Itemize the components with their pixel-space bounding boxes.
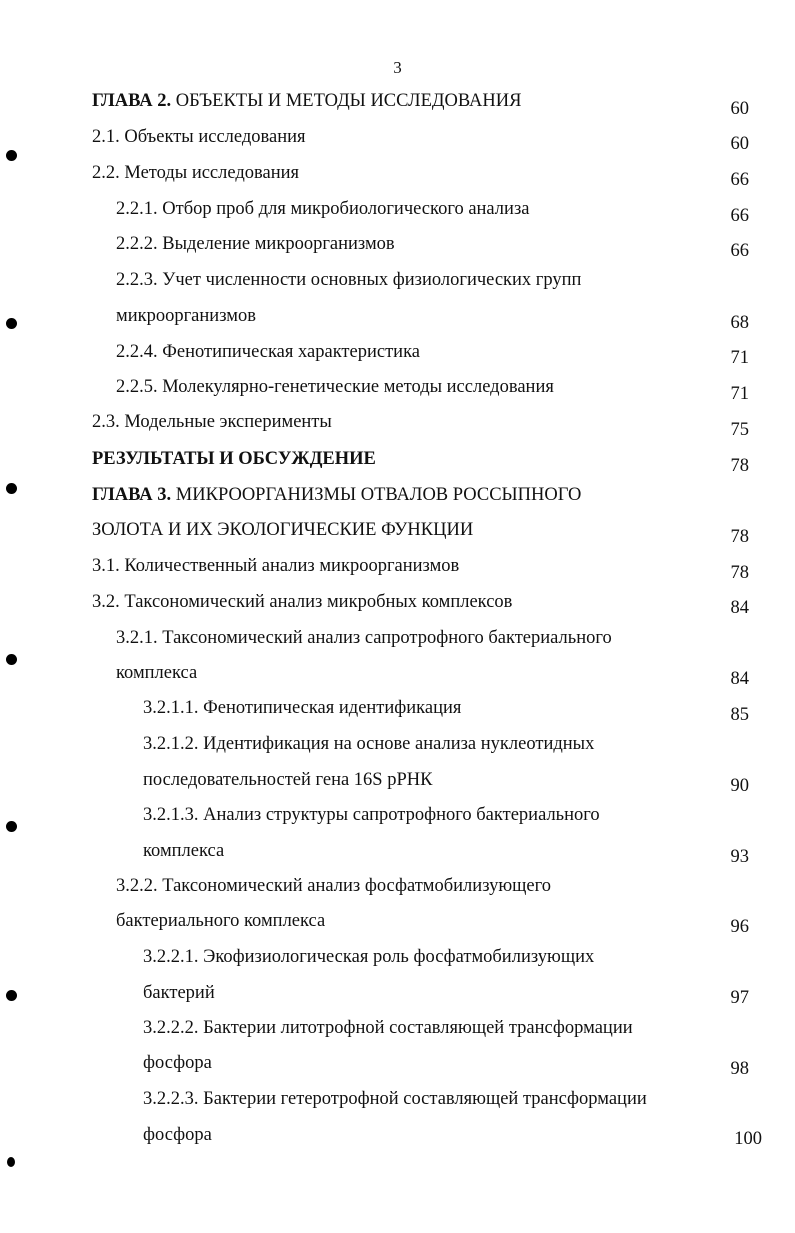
toc-page-number: 90	[730, 776, 749, 796]
toc-entry-2-2: 2.2. Методы исследования	[92, 163, 300, 183]
toc-entry-2-2-1: 2.2.1. Отбор проб для микробиологического анализа	[116, 199, 530, 219]
chapter-label: ГЛАВА 2.	[92, 91, 172, 111]
toc-page-number: 84	[730, 598, 749, 618]
toc-page-number: 100	[734, 1129, 762, 1149]
toc-page-number: 66	[730, 206, 749, 226]
toc-page-number: 78	[730, 563, 749, 583]
toc-entry-3-2: 3.2. Таксономический анализ микробных комплексов	[92, 592, 513, 612]
toc-entry-2-2-2: 2.2.2. Выделение микроорганизмов	[116, 234, 395, 254]
page-number: 3	[393, 58, 402, 77]
toc-entry-3-2-1-2-line-1: 3.2.1.2. Идентификация на основе анализа нуклеотидных	[143, 734, 595, 754]
toc-entry-2-2-3-line-2: микроорганизмов	[116, 306, 256, 326]
toc-page-number: 98	[730, 1059, 749, 1079]
toc-entry-3-2-1-3-line-1: 3.2.1.3. Анализ структуры сапротрофного бактериального	[143, 805, 600, 825]
toc-entry-2-2-3-line-1: 2.2.3. Учет численности основных физиологических групп	[116, 270, 582, 290]
toc-page-number: 60	[730, 99, 749, 119]
toc-entry-3-2-2-3-line-2: фосфора	[143, 1125, 212, 1145]
toc-entry-3-1: 3.1. Количественный анализ микроорганизмов	[92, 556, 460, 576]
toc-page-number: 66	[730, 170, 749, 190]
toc-entry-3-2-1-1: 3.2.1.1. Фенотипическая идентификация	[143, 698, 462, 718]
toc-page-number: 66	[730, 241, 749, 261]
toc-page-number: 85	[730, 705, 749, 725]
chapter-title: ОБЪЕКТЫ И МЕТОДЫ ИССЛЕДОВАНИЯ	[175, 91, 522, 111]
toc-entry-3-2-1-line-2: комплекса	[116, 663, 198, 683]
toc-entry-2-2-4: 2.2.4. Фенотипическая характеристика	[116, 342, 420, 362]
toc-page-number: 84	[730, 669, 749, 689]
toc-entry-3-2-1-2-line-2: последовательностей гена 16S рРНК	[143, 770, 433, 790]
toc-page-number: 93	[730, 847, 749, 867]
toc-entry-3-2-1-line-1: 3.2.1. Таксономический анализ сапротрофного бактериального	[116, 628, 612, 648]
chapter-title: МИКРООРГАНИЗМЫ ОТВАЛОВ РОССЫПНОГО	[175, 485, 582, 505]
toc-entry-3-2-2-3-line-1: 3.2.2.3. Бактерии гетеротрофной составляющей трансформации	[143, 1089, 647, 1109]
toc-page-number: 75	[730, 420, 749, 440]
toc-entry-3-2-2-line-1: 3.2.2. Таксономический анализ фосфатмобилизующего	[116, 876, 552, 896]
toc-entry-3-2-2-2-line-1: 3.2.2.2. Бактерии литотрофной составляющей трансформации	[143, 1018, 633, 1038]
chapter-label: ГЛАВА 3.	[92, 485, 172, 505]
toc-entry-results: РЕЗУЛЬТАТЫ И ОБСУЖДЕНИЕ	[92, 449, 376, 469]
toc-entry-3-2-2-line-2: бактериального комплекса	[116, 911, 326, 931]
toc-entry-3-2-2-2-line-2: фосфора	[143, 1053, 212, 1073]
toc-page-number: 96	[730, 917, 749, 937]
toc-entry-chapter-2	[92, 90, 521, 112]
toc-entry-chapter-3-line-1	[92, 484, 581, 506]
toc-page-number: 78	[730, 527, 749, 547]
toc-entry-3-2-2-1-line-1: 3.2.2.1. Экофизиологическая роль фосфатмобилизующих	[143, 947, 595, 967]
toc-page-number: 78	[730, 456, 749, 476]
toc-page-number: 71	[730, 384, 749, 404]
toc-entry-3-2-1-3-line-2: комплекса	[143, 841, 225, 861]
toc-entry-2-3: 2.3. Модельные эксперименты	[92, 412, 332, 432]
toc-page-number: 97	[730, 988, 749, 1008]
toc-page-number: 60	[730, 134, 749, 154]
toc-entry-chapter-3-line-2: ЗОЛОТА И ИХ ЭКОЛОГИЧЕСКИЕ ФУНКЦИИ	[92, 520, 474, 540]
toc-entry-2-2-5: 2.2.5. Молекулярно-генетические методы исследования	[116, 377, 554, 397]
toc-page-number: 68	[730, 313, 749, 333]
toc-page-number: 71	[730, 348, 749, 368]
toc-entry-2-1: 2.1. Объекты исследования	[92, 127, 306, 147]
toc-entry-3-2-2-1-line-2: бактерий	[143, 983, 215, 1003]
